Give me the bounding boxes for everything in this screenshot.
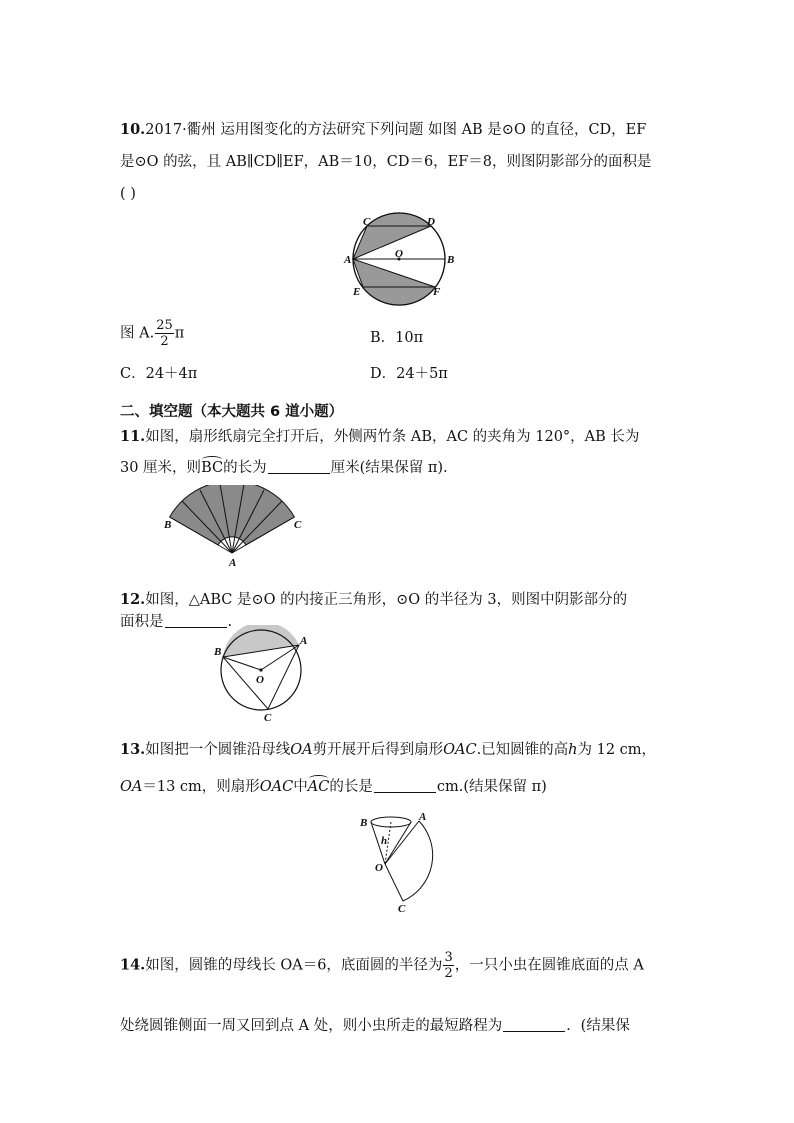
q13-oa-2: OA (120, 779, 143, 795)
q13-label-a: A (419, 811, 427, 823)
q10-option-a[interactable] (120, 318, 184, 349)
q14-number: 14. (120, 956, 146, 974)
q12-text-1: 如图，△ABC 是⊙O 的内接正三角形，⊙O 的半径为 3，则图中阴影部分的 (145, 592, 628, 608)
q10-option-a-fraction (155, 318, 174, 349)
q13-oa-1: OA (290, 742, 313, 758)
q12-text-2b: . (227, 614, 233, 630)
q13-text-1b: 剪开展开后得到扇形 (312, 742, 444, 758)
q10-label-o: O (395, 248, 403, 260)
q10-figure (335, 205, 465, 315)
q13-oac-1: OAC (443, 742, 477, 758)
q14-denominator: 2 (444, 966, 453, 981)
q10-option-a-prefix: 图 A. (120, 325, 155, 342)
q14-text-1a: 如图，圆锥的母线长 OA＝6，底面圆的半径为 (145, 957, 443, 974)
q10-number: 10. (120, 121, 146, 138)
q14-text-2a: 处绕圆锥侧面一周又回到点 A 处，则小虫所走的最短路程为 (120, 1018, 503, 1034)
q13-number: 13. (120, 741, 146, 758)
q13-oac-2: OAC (259, 779, 294, 795)
q13-text-1a: 如图把一个圆锥沿母线 (145, 742, 291, 758)
q12-text-2a: 面积是 (120, 614, 164, 630)
q12-figure (210, 625, 320, 725)
q13-line2 (120, 777, 547, 797)
q12-label-o: O (256, 674, 264, 686)
q11-arc-bc: BC (201, 460, 224, 476)
q13-text-2d: cm.(结果保留 π) (436, 779, 547, 795)
q13-line1 (120, 740, 656, 760)
q10-option-d[interactable]: D．24＋5π (370, 366, 448, 382)
q13-h: h (568, 742, 578, 758)
q13-text-2c: 的长是 (329, 779, 373, 795)
q14-text-2b: ．(结果保 (566, 1018, 630, 1034)
q10-option-b[interactable]: B．10π (370, 330, 424, 346)
q12-label-c: C (264, 712, 272, 724)
q11-line1 (120, 427, 639, 447)
q11-line2 (120, 458, 448, 478)
q11-answer-blank[interactable] (268, 459, 330, 474)
q14-fraction (443, 950, 453, 981)
q10-label-f: F (433, 286, 441, 298)
q13-text-1c: .已知圆锥的高 (476, 742, 569, 758)
q12-label-b: B (214, 646, 222, 658)
q13-label-o: O (375, 862, 383, 874)
q13-text-1d: 为 12 cm， (577, 742, 657, 758)
q10-option-c[interactable]: C．24＋4π (120, 366, 198, 382)
q14-line2 (120, 1016, 630, 1036)
q13-answer-blank[interactable] (374, 778, 436, 793)
q10-answer-parens: ( ) (120, 186, 136, 202)
q11-text-2b: 的长为 (223, 460, 267, 476)
q13-label-b: B (360, 817, 368, 829)
q11-text-2c: 厘米(结果保留 π). (330, 460, 448, 476)
q14-line1 (120, 950, 644, 981)
section-heading: 二、填空题（本大题共 6 道小题） (120, 404, 344, 420)
q11-label-a: A (229, 557, 237, 569)
q13-label-h: h (381, 835, 388, 847)
q11-fan-figure (160, 485, 310, 570)
q12-label-a: A (300, 635, 308, 647)
q13-text-2b: 中 (293, 779, 308, 795)
q10-line1 (120, 120, 646, 140)
q10-option-a-numerator: 25 (156, 318, 173, 333)
q14-text-1b: ，一只小虫在圆锥底面的点 A (454, 957, 644, 974)
q13-label-c: C (398, 903, 406, 915)
q10-label-b: B (447, 254, 455, 266)
q10-label-c: C (363, 216, 371, 228)
q10-line2: 是⊙O 的弦，且 AB∥CD∥EF，AB＝10，CD＝6，EF＝8，则图阴影部分的面积是 (120, 154, 652, 170)
q11-text-2a: 30 厘米，则 (120, 460, 202, 476)
q11-number: 11. (120, 428, 146, 445)
q10-option-a-denominator: 2 (160, 334, 169, 349)
q12-number: 12. (120, 591, 146, 608)
q10-text-1: 2017·衢州 运用图变化的方法研究下列问题 如图 AB 是⊙O 的直径，CD，EF (145, 122, 647, 138)
q11-label-c: C (294, 519, 302, 531)
q10-option-a-pi: π (174, 325, 185, 342)
q10-label-e: E (353, 286, 361, 298)
q10-label-d: D (427, 216, 435, 228)
q11-text-1: 如图，扇形纸扇完全打开后，外侧两竹条 AB，AC 的夹角为 120°，AB 长为 (145, 429, 640, 445)
q14-answer-blank[interactable] (503, 1017, 565, 1032)
q13-text-2a: ＝13 cm，则扇形 (142, 779, 260, 795)
q12-line1 (120, 590, 627, 610)
q10-label-a: A (344, 254, 352, 266)
q11-label-b: B (164, 519, 172, 531)
q13-figure (355, 808, 465, 918)
q14-numerator: 3 (444, 950, 453, 965)
q13-arc-ac: AC (307, 779, 330, 795)
